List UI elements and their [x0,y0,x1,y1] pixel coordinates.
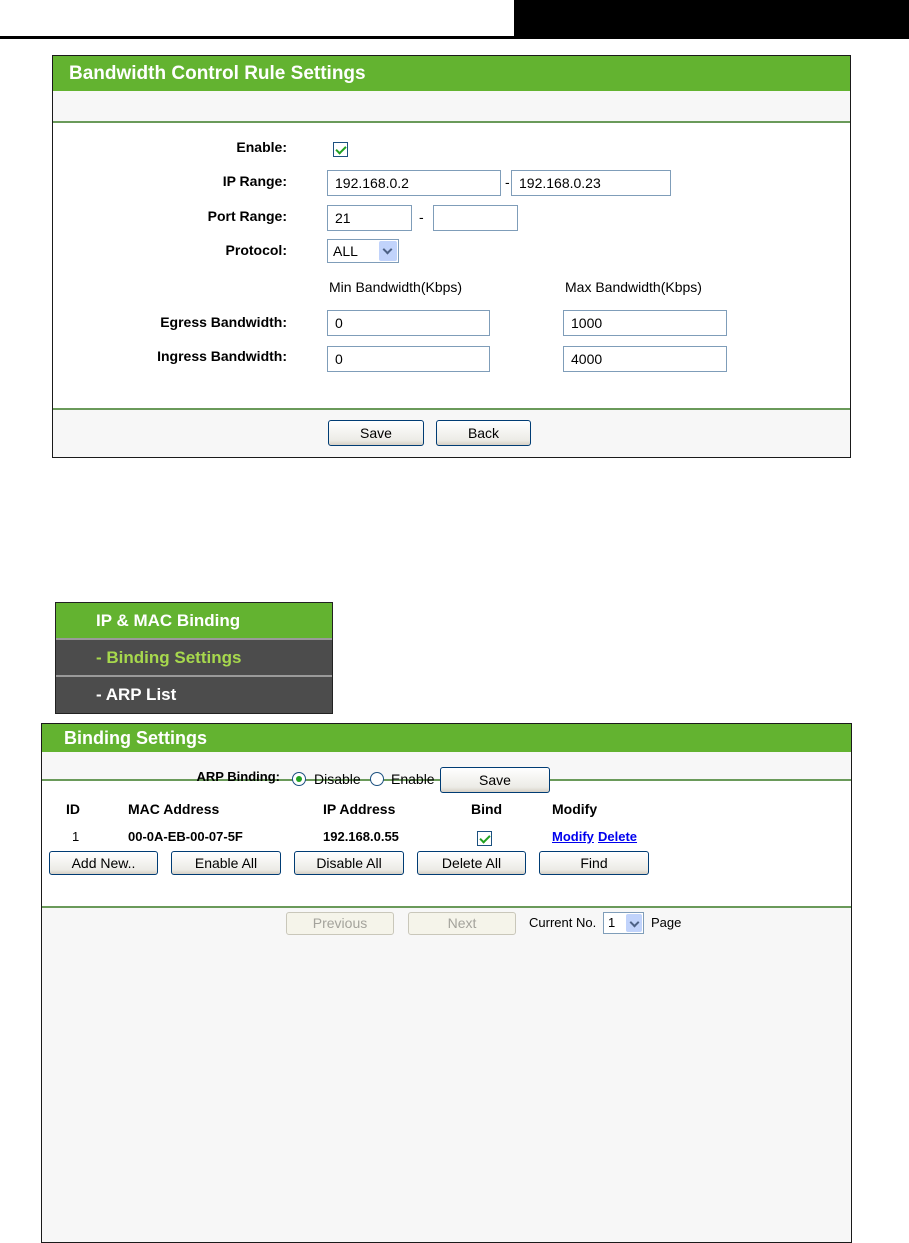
find-button[interactable]: Find [539,851,649,875]
egress-max-input[interactable]: 1000 [563,310,727,336]
panel-title: Bandwidth Control Rule Settings [53,56,850,91]
egress-label: Egress Bandwidth: [160,314,287,330]
chevron-down-icon[interactable] [626,914,642,932]
column-header-bind: Bind [471,801,503,817]
header-rule [0,36,909,39]
divider [53,121,850,123]
header-block [514,0,909,38]
column-header-ip: IP Address [323,801,396,817]
column-header-mac: MAC Address [128,801,220,817]
save-button[interactable]: Save [328,420,424,446]
max-bandwidth-header: Max Bandwidth(Kbps) [565,279,702,295]
ingress-label: Ingress Bandwidth: [157,348,287,364]
arp-save-button[interactable]: Save [440,767,550,793]
panel-footer [42,908,851,1242]
bandwidth-rule-panel [52,55,851,458]
next-button[interactable]: Next [408,912,516,935]
port-start-input[interactable]: 21 [327,205,412,231]
menu-item-arp-list[interactable]: - ARP List [56,677,332,712]
menu-item-binding-settings[interactable]: - Binding Settings [56,640,332,675]
row-delete-link[interactable]: Delete [598,829,638,844]
arp-disable-radio[interactable] [292,772,306,786]
row-bind-checkbox[interactable] [477,831,492,846]
current-no-label: Current No. [529,915,597,930]
ip-range-label: IP Range: [222,173,287,189]
panel-title: Binding Settings [42,724,851,752]
page-select-value: 1 [608,915,616,930]
ip-start-input[interactable]: 192.168.0.2 [327,170,501,196]
ip-end-input[interactable]: 192.168.0.23 [511,170,671,196]
arp-binding-label: ARP Binding: [196,769,280,784]
panel-subheader [53,91,850,121]
add-new-button[interactable]: Add New.. [49,851,158,875]
page-label: Page [651,915,682,930]
ip-range-separator: - [505,174,510,190]
egress-min-input[interactable]: 0 [327,310,490,336]
ip-mac-binding-menu [55,602,333,714]
protocol-value: ALL [333,243,358,259]
arp-enable-radio[interactable] [370,772,384,786]
binding-settings-panel [41,723,852,1243]
chevron-down-icon[interactable] [379,241,397,261]
delete-all-button[interactable]: Delete All [417,851,526,875]
port-range-separator: - [419,209,424,225]
ingress-min-input[interactable]: 0 [327,346,490,372]
port-range-label: Port Range: [207,208,287,224]
menu-item-ip-mac-binding[interactable]: IP & MAC Binding [56,603,332,638]
enable-label: Enable: [236,139,287,155]
port-end-input[interactable] [433,205,518,231]
arp-disable-label: Disable [314,771,361,787]
arp-enable-label: Enable [391,771,435,787]
enable-checkbox[interactable] [333,142,348,157]
disable-all-button[interactable]: Disable All [294,851,404,875]
row-mac: 00-0A-EB-00-07-5F [128,829,243,844]
column-header-modify: Modify [552,801,598,817]
min-bandwidth-header: Min Bandwidth(Kbps) [329,279,463,295]
row-modify-link[interactable]: Modify [552,829,594,844]
ingress-max-input[interactable]: 4000 [563,346,727,372]
back-button[interactable]: Back [436,420,531,446]
protocol-select[interactable] [327,239,399,263]
enable-all-button[interactable]: Enable All [171,851,281,875]
row-ip: 192.168.0.55 [323,829,399,844]
protocol-label: Protocol: [225,242,287,258]
column-header-id: ID [66,801,80,817]
previous-button[interactable]: Previous [286,912,394,935]
row-id: 1 [72,829,80,844]
page-select[interactable] [603,912,644,934]
